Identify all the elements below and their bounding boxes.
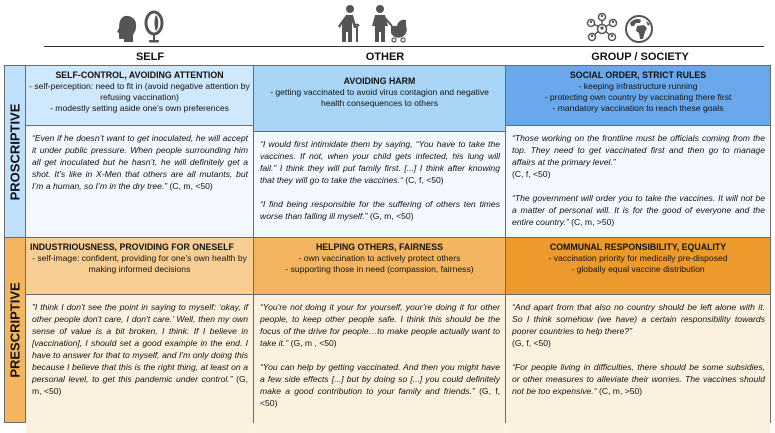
group-icons [586,2,654,44]
quote-text: “You're not doing it your for yourself, your’re doing it for other people, to keep other people safe. I think this should be the focus of the drive for people…to make people actually want to take it.” [260,302,500,348]
row-label-proscriptive-text: PROSCRIPTIVE [7,103,23,200]
cell-point: - self-image: confident, providing for one’s own health by making informed decisions [32,253,247,274]
quote [32,301,248,397]
cell-point: - protecting own country by vaccinating there first [544,92,732,102]
self-icons [116,2,164,44]
header-rule [44,46,764,47]
motives-table [4,65,771,423]
cell-header [254,66,505,132]
quote-text: “The government will order you to take the vaccines. It will not be a matter of personal will. It is for the good of everyone and the entire country.” [512,193,765,227]
quote-source: (G, m, <50) [32,374,249,396]
cell-point: - vaccination priority for medically pre-disposed [548,253,728,263]
column-label-other: OTHER [365,51,405,63]
row-label-prescriptive-text: PRESCRIPTIVE [7,282,23,378]
cell-header [506,238,770,295]
cell-title: INDUSTRIOUSNESS, PROVIDING FOR ONESELF [30,242,234,252]
quote-source: (C, f, <50) [512,169,551,179]
quote-text: “I find being responsible for the suffering of others ten times worse than falling ill myself.” [260,199,500,221]
quote-source: (C, m, >50) [571,217,615,227]
quote-source: (C, m, >50) [598,386,643,396]
cell-point: - getting vaccinated to avoid virus contagion and negative health consequences to others [270,87,489,108]
cell-title: COMMUNAL RESPONSIBILITY, EQUALITY [549,242,727,252]
quote-text: ”I think I don't see the point in saying to myself: ‘okay, if other people don't care, I don't care.’ Well, then my own sense of value is a bit broken, I think. If I believe in [vaccination], I should set a good example in the end. I have to answer for that to myself, and I'm only doing this because I believe that this is the right thing, at least on a personal level, to get this pandemic under control.” [32,302,248,384]
cell-point: - self-perception: need to fit in (avoid negative attention by refusing vaccination) [29,81,250,102]
globe-icon [624,14,654,44]
cell-header [506,66,770,126]
cell-prescriptive-other [254,237,506,422]
cell-prescriptive-self [26,237,254,422]
woman-with-stroller-icon [370,4,408,44]
quote [512,132,765,180]
cell-proscriptive-group [506,66,770,237]
cell-point: - own vaccination to actively protect others [298,253,461,263]
quote-text: “Those working on the frontline must be officials coming from the top. They need to get vaccinated first and then go to manage affairs at the primary level.” [512,133,765,167]
quote-source: (C, m, <50) [169,181,213,191]
mirror-icon [144,10,164,44]
column-label-self: SELF [135,51,165,63]
cell-quotes [26,126,253,248]
quote-source: (G, m, <50) [369,211,414,221]
cell-point: - modestly setting aside one's own preferences [50,103,229,113]
cell-header [254,238,505,295]
cell-point: - mandatory vaccination to reach these goals [552,103,724,113]
cell-point: - keeping infrastructure running [578,81,698,91]
quote [260,301,500,349]
quote [260,138,500,186]
quote-text: “You can help by getting vaccinated. And then you might have a few side effects [...] but by doing so [...] you could definitely make a good contribution to your family and friends.” [260,362,500,396]
quote [512,361,765,397]
head-profile-icon [116,14,138,44]
quote-text: “And apart from that also no country should be left alone with it. So I think somehow (we have) a certain responsibility towards poorer countries to help there?" [512,302,765,336]
quote-source: (G, f, <50) [512,338,551,348]
cell-proscriptive-self [26,66,254,237]
cell-title: SELF-CONTROL, AVOIDING ATTENTION [55,70,224,80]
quote [260,198,500,222]
cell-quotes [254,295,505,433]
cell-quotes [26,295,253,433]
cell-proscriptive-other [254,66,506,237]
column-icons [0,0,775,46]
column-label-group-society: GROUP / SOCIETY [591,51,689,63]
cell-point: - globally equal vaccine distribution [571,264,705,274]
row-label-proscriptive [5,66,26,237]
cell-title: AVOIDING HARM [343,76,416,86]
quote [512,192,765,228]
quote [32,132,248,192]
quote-source: (C, f, <50) [405,175,444,185]
cell-point: - supporting those in need (compassion, fairness) [285,264,474,274]
cell-title: SOCIAL ORDER, STRICT RULES [569,70,707,80]
quote-source: (G, m , <50) [290,338,337,348]
quote-text: “Even if he doesn’t want to get inoculated, he will accept it under public pressure. When people surrounding him all get inoculated but he hasn’t, he will definitely get a shot. It’s like in X-Men that others are all mutants, but I’m a human, so I’m in the dry tree.” [32,133,248,191]
quote [260,361,500,409]
cell-header [26,66,253,126]
cell-header [26,238,253,295]
cell-quotes [506,295,770,433]
row-label-prescriptive [5,237,26,422]
people-network-icon [586,12,618,44]
quote-source: (G, f, <50) [260,386,500,408]
quote-text: “For people living in difficulties, there should be some subsidies, or other measures to alleviate their worries. The vaccines should not be too expensive.“ [512,362,765,396]
cell-quotes [254,132,505,254]
other-icons [338,2,408,44]
cell-title: HELPING OTHERS, FAIRNESS [315,242,444,252]
cell-quotes [506,126,770,248]
quote-text: “I would first intimidate them by saying, “You have to take the vaccines. If not, when your child gets infected, his lung will fail.” I think they will put family first. [...] I think after knowing that they will go to take the vaccines.“ [260,139,500,185]
cell-prescriptive-group [506,237,770,422]
quote [512,301,765,349]
elderly-person-with-cane-icon [338,4,364,44]
